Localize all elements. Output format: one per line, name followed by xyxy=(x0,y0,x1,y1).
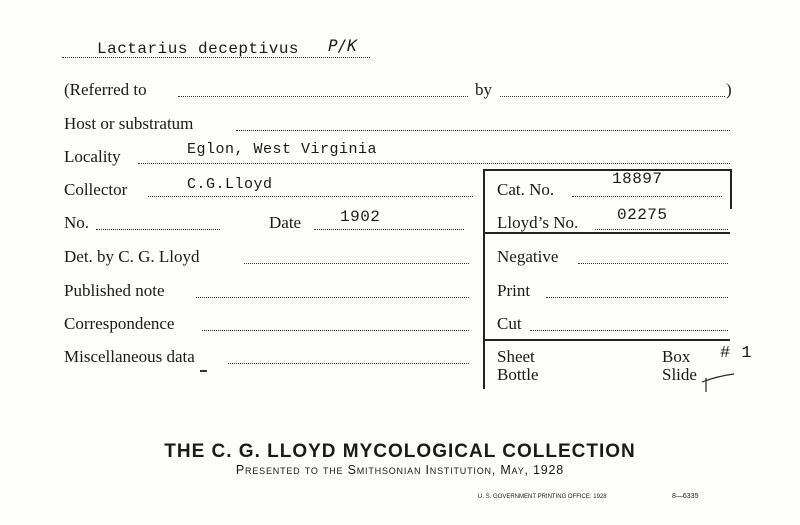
host-label: Host or substratum xyxy=(64,114,194,133)
box-top-border xyxy=(483,169,730,171)
negative-line xyxy=(578,263,728,264)
cat-no-line xyxy=(572,196,722,197)
cut-label: Cut xyxy=(497,314,522,333)
box-divider xyxy=(483,339,730,341)
collector-value: C.G.Lloyd xyxy=(187,176,273,193)
date-value: 1902 xyxy=(340,208,381,226)
sheet-label: Sheet xyxy=(497,347,535,366)
collector-label: Collector xyxy=(64,180,128,199)
no-line xyxy=(96,229,220,230)
collection-subtitle: Presented to the Smithsonian Institution, May, 1928 xyxy=(235,463,565,477)
print-label: Print xyxy=(497,281,531,300)
printing-office: U. S. GOVERNMENT PRINTING OFFICE: 1928 xyxy=(478,494,607,500)
box-value: # 1 xyxy=(720,344,753,363)
box-left-border xyxy=(483,169,485,389)
by-line xyxy=(500,96,725,97)
close-paren: ) xyxy=(726,80,732,99)
box-lloyds-bottom xyxy=(483,232,730,234)
cat-no-value: 18897 xyxy=(612,170,663,188)
print-line xyxy=(546,297,728,298)
slide-pen-mark xyxy=(700,370,740,394)
negative-label: Negative xyxy=(497,247,559,266)
collector-line xyxy=(148,196,473,197)
published-label: Published note xyxy=(64,281,165,300)
lloyds-no-value: 02275 xyxy=(617,206,668,224)
collection-title: THE C. G. LLOYD MYCOLOGICAL COLLECTION xyxy=(164,441,636,462)
locality-value: Eglon, West Virginia xyxy=(187,141,378,158)
locality-label: Locality xyxy=(64,147,121,166)
species-name: Lactarius deceptivus xyxy=(97,40,300,58)
cut-line xyxy=(530,330,728,331)
lloyds-no-label: Lloyd’s No. xyxy=(497,213,579,232)
no-label: No. xyxy=(64,213,90,232)
correspondence-label: Correspondence xyxy=(64,314,175,333)
box-right-border xyxy=(730,169,732,209)
cat-no-label: Cat. No. xyxy=(497,180,555,199)
box-label: Box xyxy=(662,347,691,366)
locality-line xyxy=(138,163,730,164)
published-line xyxy=(196,297,469,298)
lloyds-no-line xyxy=(595,229,728,230)
date-label: Date xyxy=(269,213,302,232)
det-by-label: Det. by C. G. Lloyd xyxy=(64,247,200,266)
misc-label: Miscellaneous data xyxy=(64,347,195,366)
form-number: 8—6335 xyxy=(672,493,699,500)
referred-to-line xyxy=(178,96,468,97)
correspondence-line xyxy=(202,330,469,331)
bottle-label: Bottle xyxy=(497,365,539,384)
slide-label: Slide xyxy=(662,365,697,384)
ink-mark xyxy=(200,370,207,372)
by-label: by xyxy=(475,80,492,99)
host-line xyxy=(236,130,730,131)
species-annotation: P/K xyxy=(328,36,357,55)
date-line xyxy=(314,229,464,230)
misc-line xyxy=(228,363,469,364)
referred-to-label: (Referred to xyxy=(64,80,147,99)
det-by-line xyxy=(244,263,469,264)
